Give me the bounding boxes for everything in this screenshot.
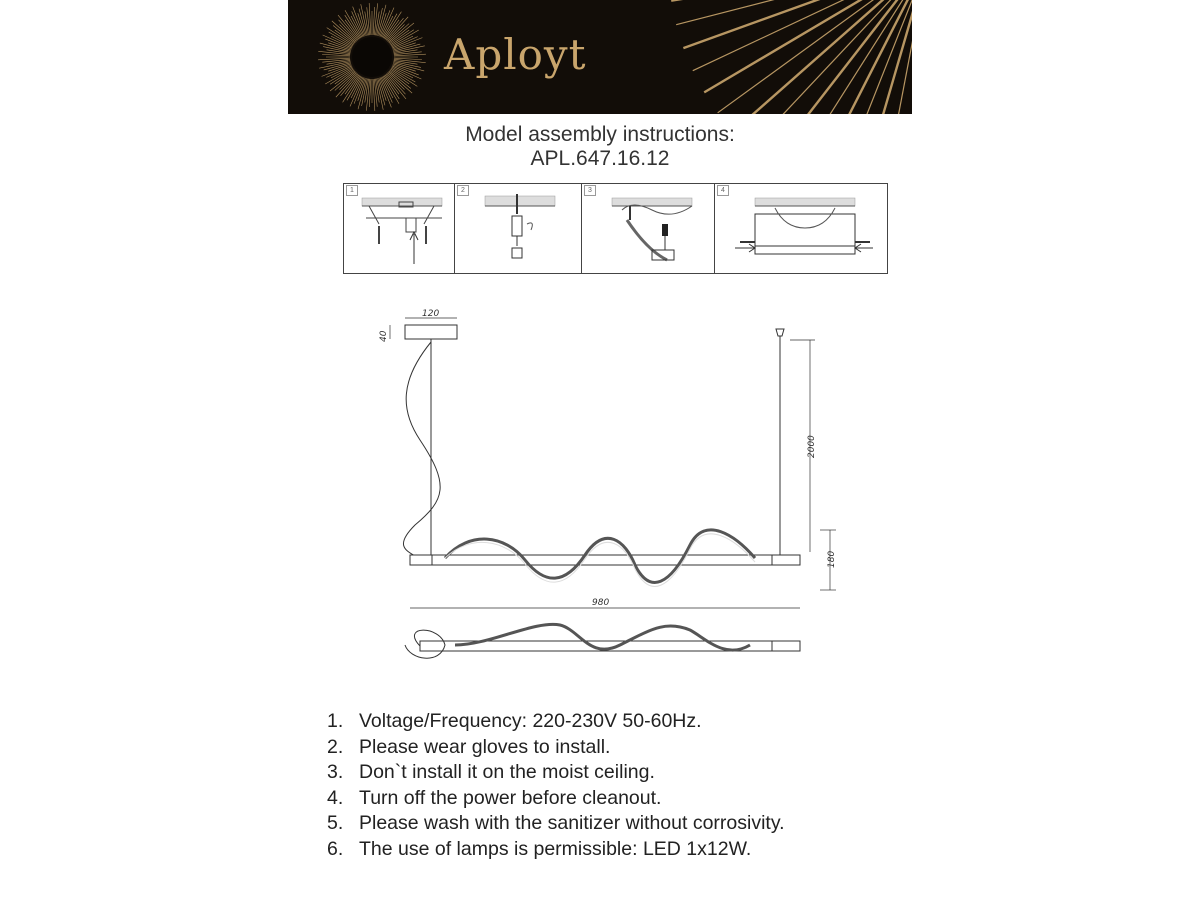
step-2-panel (454, 183, 582, 274)
note-item: 4. Turn off the power before cleanout. (327, 786, 662, 809)
note-item: 6. The use of lamps is permissible: LED 1x12W. (327, 837, 752, 860)
wave-light-strip (445, 530, 755, 583)
top-view-cord-loop (405, 630, 445, 658)
cable-length-label: 2000 (807, 435, 817, 458)
step-3-panel (581, 183, 715, 274)
step-number: 3 (584, 185, 596, 196)
fixture-technical-drawing (360, 300, 840, 680)
canopy-width-label: 120 (422, 309, 440, 319)
note-item: 5. Please wash with the sanitizer without corrosivity. (327, 812, 785, 834)
assembly-steps (343, 183, 888, 276)
note-item: 3. Don`t install it on the moist ceiling. (327, 761, 655, 783)
brand-name: Aployt (444, 30, 587, 79)
ceiling-hook-step-icon (455, 184, 583, 275)
model-number: APL.647.16.12 (530, 147, 670, 170)
note-item: 2. Please wear gloves to install. (327, 735, 611, 758)
power-cord (403, 342, 440, 556)
sunburst-logo-icon (288, 0, 912, 114)
canopy-outline (405, 325, 457, 339)
note-item: 1. Voltage/Frequency: 220-230V 50-60Hz. (327, 710, 702, 732)
document-title: Model assembly instructions: (465, 123, 735, 146)
step-4-panel (714, 183, 888, 274)
step-number: 1 (346, 185, 358, 196)
wire-connection-step-icon (582, 184, 716, 275)
lamp-body-bar (410, 555, 800, 565)
mount-bracket-step-icon (344, 184, 456, 275)
step-number: 4 (717, 185, 729, 196)
step-number: 2 (457, 185, 469, 196)
canopy-fixing-step-icon (715, 184, 889, 275)
canopy-height-label: 40 (379, 330, 389, 342)
body-height-label: 180 (827, 550, 837, 568)
step-1-panel (343, 183, 455, 274)
top-view-wave-strip (455, 624, 750, 650)
ceiling-hook (776, 329, 784, 336)
safety-notes-list (327, 709, 785, 862)
brand-banner (288, 0, 912, 114)
body-length-label: 980 (592, 598, 610, 608)
